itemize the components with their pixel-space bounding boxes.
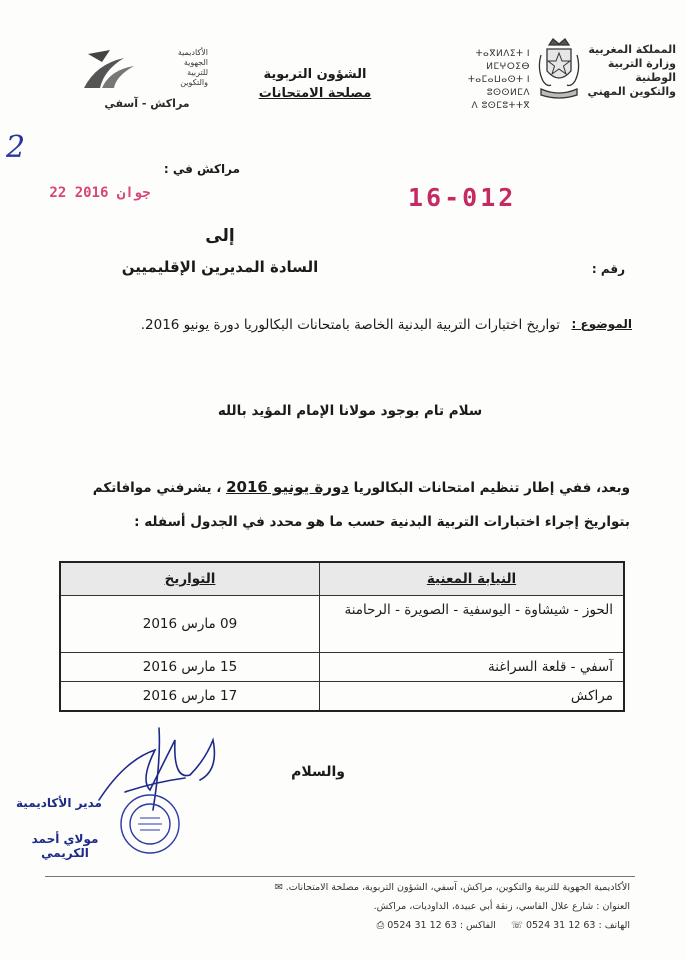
footer bbox=[50, 878, 630, 935]
reference-number: 16-012 bbox=[408, 183, 517, 212]
service-line: مصلحة الامتحانات bbox=[258, 86, 372, 101]
table-row bbox=[60, 596, 624, 653]
signatory-title: مدير الأكاديمية bbox=[16, 796, 102, 810]
province-cell: الحوز - شيشاوة - اليوسفية - الصويرة - الرحامنة bbox=[320, 596, 625, 653]
table-row bbox=[60, 682, 624, 712]
footer-line-3 bbox=[50, 916, 630, 935]
academy-line-4: والتكوين bbox=[180, 78, 208, 87]
table-header-row bbox=[60, 562, 624, 596]
footer-phone-label: الهاتف : bbox=[598, 920, 630, 931]
coat-of-arms-icon bbox=[535, 35, 583, 103]
academy-line-3: للتربية bbox=[187, 68, 208, 77]
date-cell: 17 مارس 2016 bbox=[60, 682, 320, 712]
footer-phone: 0524 31 12 63 bbox=[525, 920, 596, 931]
signatory-name: مولاي أحمد الكريمي bbox=[31, 832, 99, 860]
reference-label: رقم : bbox=[591, 262, 625, 276]
body-line-2: بتواريخ إجراء اختبارات التربية البدنية حسب ما هو محدد في الجدول أسفله : bbox=[134, 514, 630, 530]
addressee-to: إلى bbox=[205, 226, 235, 246]
session-highlight: دورة يونيو 2016 bbox=[226, 478, 349, 496]
tifinagh-line-3: ⴷ ⵓⵙⵎⵓⵜⵜⴳ bbox=[471, 101, 530, 111]
place-date-label: مراكش في : bbox=[163, 162, 240, 176]
department-line: الشؤون التربوية bbox=[263, 67, 367, 82]
academy-logo-icon bbox=[80, 48, 142, 92]
department-title bbox=[250, 65, 380, 103]
date-cell: 09 مارس 2016 bbox=[60, 596, 320, 653]
header-province: النيابة المعنية bbox=[320, 562, 625, 596]
margin-mark: 2 bbox=[6, 130, 26, 165]
date-stamp: 22 جوان 2016 bbox=[49, 185, 151, 201]
ministry-line-2: وزارة التربية الوطنية bbox=[607, 57, 676, 84]
body-line-1-end: ، يشرفني موافاتكم bbox=[92, 480, 227, 496]
academy-name bbox=[142, 48, 208, 88]
header-dates: التواريخ bbox=[60, 562, 320, 596]
greeting: سلام تام بوجود مولانا الإمام المؤيد بالله bbox=[217, 403, 483, 419]
fax-icon: ⎙ bbox=[376, 920, 385, 931]
envelope-icon: ✉ bbox=[274, 882, 283, 893]
province-cell: آسفي - قلعة السراغنة bbox=[320, 653, 625, 682]
body-paragraph bbox=[30, 470, 630, 539]
official-seal-icon bbox=[118, 792, 182, 856]
addressee-recipients: السادة المديرين الإقليميين bbox=[121, 258, 319, 276]
ministry-line-1: المملكة المغربية bbox=[588, 43, 676, 56]
subject-text: تواريخ اختبارات التربية البدنية الخاصة بامتحانات البكالوريا دورة يونيو 2016. bbox=[140, 317, 560, 333]
footer-line-2 bbox=[50, 897, 630, 916]
date-cell: 15 مارس 2016 bbox=[60, 653, 320, 682]
ministry-tifinagh bbox=[450, 48, 530, 113]
table-row bbox=[60, 653, 624, 682]
footer-org: الأكاديمية الجهوية للتربية والتكوين، مراكش، آسفي، الشؤون التربوية، مصلحة الامتحانات. bbox=[285, 882, 630, 893]
phone-icon: ☏ bbox=[511, 920, 523, 931]
body-line-1 bbox=[30, 470, 630, 505]
exam-dates-table bbox=[59, 561, 625, 712]
tifinagh-line-2: ⵜⴰⵎⴰⵡⴰⵙⵜ ⵏ ⵓⵙⵙⵍⵎⴷ bbox=[467, 75, 530, 98]
body-line-1-start: وبعد، ففي إطار تنظيم امتحانات البكالوريا bbox=[348, 480, 630, 496]
footer-divider bbox=[45, 876, 635, 877]
closing: والسلام bbox=[291, 764, 345, 780]
footer-address: شارع علال الفاسي، زنقة أبي عبيدة، الداوديات، مراكش. bbox=[373, 901, 594, 912]
province-cell: مراكش bbox=[320, 682, 625, 712]
footer-line-1 bbox=[50, 878, 630, 897]
ministry-line-3: والتكوين المهني bbox=[587, 85, 676, 98]
academy-line-1: الأكاديمية bbox=[177, 48, 208, 57]
academy-city: مراكش - آسفي bbox=[104, 97, 190, 110]
footer-fax: 0524 31 12 63 bbox=[387, 920, 457, 931]
tifinagh-line-1: ⵜⴰⴳⵍⴷⵉⵜ ⵏ ⵍⵎⵖⵔⵉⴱ bbox=[475, 49, 530, 72]
academy-line-2: الجهوية bbox=[183, 58, 208, 67]
footer-fax-label: الفاكس : bbox=[459, 920, 496, 931]
subject-label: الموضوع : bbox=[571, 317, 632, 331]
footer-address-label: العنوان : bbox=[596, 901, 630, 912]
ministry-name bbox=[586, 43, 676, 99]
